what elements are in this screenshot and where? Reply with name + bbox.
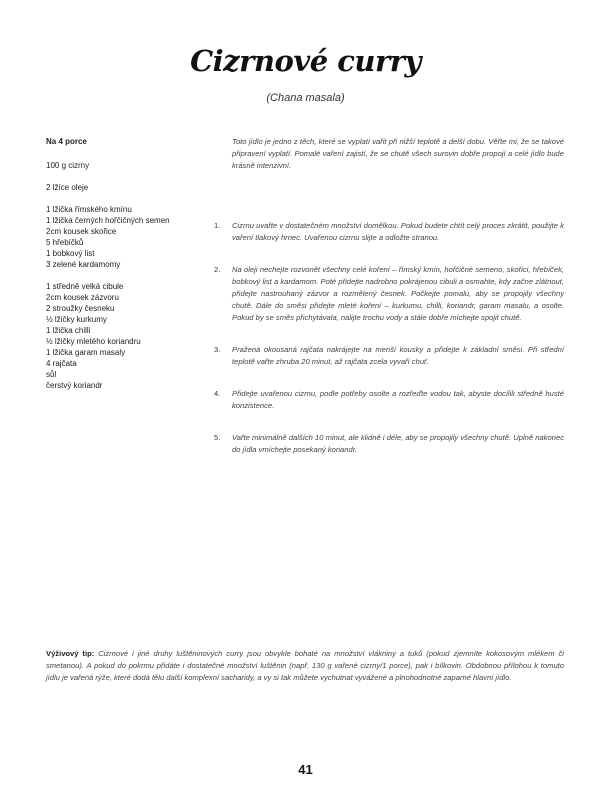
step-item xyxy=(214,432,564,456)
step-item xyxy=(214,344,564,368)
step-number: 3. xyxy=(214,345,221,354)
steps-list xyxy=(214,220,564,476)
ingredient-item: ½ lžičky mletého koriandru xyxy=(46,337,141,346)
ingredient-item: 2 lžíce oleje xyxy=(46,183,89,192)
ingredient-item: 1 středně velká cibule xyxy=(46,282,124,291)
step-item xyxy=(214,220,564,244)
recipe-title: Cizrnové curry xyxy=(190,44,421,78)
step-text: Na oleji nechejte rozvonět všechny celé koření – římský kmín, hořčičné semeno, skořici, hřebíček, bobkový list a kardamom. Poté přidejte nadrobno pokrájenou cibuli a osmahte, kdy začne zlátnout, přidejte nastrouhaný zázvor a rozmělený česnek. Počkejte pomalu, aby se propojily všechny chutě. Dále do směsi přidejte mleté koření – kurkumu, chilli, koriandr, garam masalu, a osolte. Pokud by se směs přichytávala, nalijte trochu vody a stále dobře míchejte spojit chutě. xyxy=(232,265,564,322)
ingredient-item: 1 bobkový list xyxy=(46,249,95,258)
ingredient-item: 1 lžička římského kmínu xyxy=(46,205,132,214)
step-number: 5. xyxy=(214,433,221,442)
recipe-subtitle: (Chana masala) xyxy=(266,92,345,104)
page-number: 41 xyxy=(298,762,313,777)
ingredient-item: 3 zelené kardamomy xyxy=(46,260,121,269)
step-item xyxy=(214,388,564,412)
ingredient-item: čerstvý koriandr xyxy=(46,381,103,390)
ingredients-list xyxy=(46,136,206,391)
step-text: Vařte minimálně dalších 10 minut, ale klidně i déle, aby se propojily všechny chutě. Úplně nakonec do jídla vmíchejte posekaný koriandr. xyxy=(232,433,564,454)
tip-text: Cizrnové i jiné druhy luštěninových curry jsou obvykle bohaté na množství vlákniny a tuků (pokud zjemníte kokosovým mlékem či smetanou). A pokud do pokrmu přidáte i dostatečné množství luštěnin (např. 130 g vařené cizrny/1 porce), pak i bílkovin. Obdobnou přílohou k tomuto jídlu je vařená rýže, které dodá tělu další komplexní sacharidy, a vy si tak můžete vychutnat vyvážené a plnohodnotné zaparné hlavní jídlo. xyxy=(46,649,564,682)
ingredient-item: 2 stroužky česneku xyxy=(46,304,115,313)
ingredient-item: 4 rajčata xyxy=(46,359,77,368)
step-number: 4. xyxy=(214,389,221,398)
step-text: Přidejte uvařenou cizrnu, podle potřeby osolte a rozřeďte vodou tak, abyste docílili středně husté konzistence. xyxy=(232,389,564,410)
intro-paragraph: Toto jídlo je jedno z těch, které se vyplatí vařit při nižší teplotě a delší dobu. Věřte mi, že se takové připravení vyplatí. Pomalé vaření zajistí, že se chutě všech surovin dobře propojí a celé jídlo bude krásně intenzivní. xyxy=(232,137,564,170)
ingredient-item: 1 lžička garam masaly xyxy=(46,348,126,357)
ingredient-item: 5 hřebíčků xyxy=(46,238,84,247)
ingredient-item: 2cm kousek zázvoru xyxy=(46,293,119,302)
ingredient-item: sůl xyxy=(46,370,57,379)
ingredient-item: 1 lžička černých hořčičných semen xyxy=(46,216,170,225)
step-number: 2. xyxy=(214,265,221,274)
tip-label: Výživový tip: xyxy=(46,649,95,658)
step-text: Cizrnu uvařte v dostatečném množství domělkou. Pokud budete chtít celý proces zkrátit, použijte k vaření tlakový hrnec. Uvařenou cizrnu slijte a odložte stranou. xyxy=(232,221,564,242)
step-item xyxy=(214,264,564,324)
ingredient-item: 1 lžička chilli xyxy=(46,326,91,335)
ingredient-item: 2cm kousek skořice xyxy=(46,227,117,236)
step-number: 1. xyxy=(214,221,221,230)
ingredient-item: ½ lžičky kurkumy xyxy=(46,315,107,324)
ingredient-item: 100 g cizrny xyxy=(46,161,90,170)
servings-header: Na 4 porce xyxy=(46,137,87,146)
nutrition-tip xyxy=(46,648,564,684)
step-text: Pražená okousaná rajčata nakrájejte na menší kousky a přidejte k základní směsi. Při střední teplotě vařte zhruba 20 minut, až rajčata zcela vyvaří chuť. xyxy=(232,345,564,366)
